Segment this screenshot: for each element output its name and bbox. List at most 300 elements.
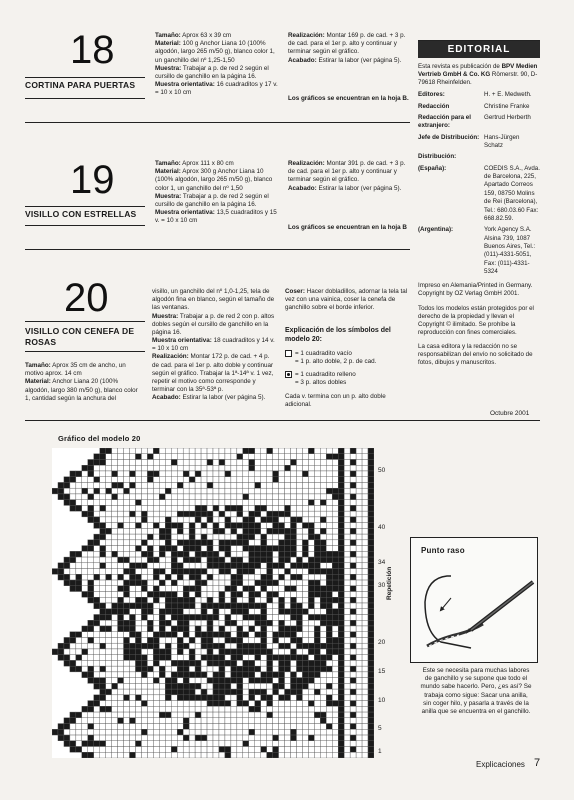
chart-cell bbox=[219, 672, 225, 678]
chart-cell bbox=[261, 735, 267, 741]
chart-cell bbox=[147, 683, 153, 689]
chart-cell bbox=[243, 477, 249, 483]
chart-cell bbox=[219, 626, 225, 632]
chart-cell bbox=[112, 500, 118, 506]
chart-cell bbox=[249, 448, 255, 454]
chart-cell bbox=[106, 724, 112, 730]
chart-cell bbox=[279, 718, 285, 724]
chart-cell bbox=[285, 747, 291, 753]
chart-cell bbox=[189, 511, 195, 517]
paragraph-text: Aprox 35 cm de ancho, un motivo aprox. 14 cm bbox=[25, 362, 126, 378]
chart-cell bbox=[213, 752, 219, 758]
chart-cell bbox=[267, 459, 273, 465]
chart-cell bbox=[219, 724, 225, 730]
chart-cell bbox=[183, 741, 189, 747]
chart-cell bbox=[201, 528, 207, 534]
chart-cell bbox=[350, 511, 356, 517]
chart-cell bbox=[189, 695, 195, 701]
chart-cell bbox=[195, 724, 201, 730]
paragraph bbox=[155, 209, 279, 225]
chart-cell bbox=[159, 701, 165, 707]
chart-cell bbox=[100, 666, 106, 672]
chart-cell bbox=[231, 500, 237, 506]
chart-cell bbox=[362, 580, 368, 586]
chart-cell bbox=[201, 689, 207, 695]
chart-cell bbox=[368, 655, 374, 661]
chart-cell bbox=[195, 689, 201, 695]
chart-cell bbox=[285, 500, 291, 506]
chart-cell bbox=[237, 523, 243, 529]
chart-cell bbox=[368, 712, 374, 718]
chart-cell bbox=[165, 729, 171, 735]
chart-cell bbox=[302, 609, 308, 615]
chart-cell bbox=[165, 724, 171, 730]
chart-cell bbox=[332, 747, 338, 753]
chart-cell bbox=[302, 689, 308, 695]
chart-cell bbox=[64, 574, 70, 580]
chart-cell bbox=[267, 551, 273, 557]
chart-cell bbox=[165, 632, 171, 638]
chart-row-label: 40 bbox=[378, 524, 386, 532]
chart-cell bbox=[326, 540, 332, 546]
chart-cell bbox=[130, 534, 136, 540]
chart-cell bbox=[195, 586, 201, 592]
chart-cell bbox=[135, 580, 141, 586]
chart-cell bbox=[183, 580, 189, 586]
chart-cell bbox=[273, 517, 279, 523]
paragraph-label: Acabado: bbox=[288, 56, 317, 64]
chart-cell bbox=[147, 597, 153, 603]
chart-cell bbox=[237, 752, 243, 758]
chart-cell bbox=[183, 477, 189, 483]
chart-cell bbox=[147, 672, 153, 678]
chart-cell bbox=[195, 655, 201, 661]
chart-cell bbox=[279, 551, 285, 557]
chart-cell bbox=[124, 523, 130, 529]
chart-cell bbox=[243, 735, 249, 741]
chart-cell bbox=[100, 488, 106, 494]
chart-cell bbox=[326, 649, 332, 655]
chart-cell bbox=[147, 620, 153, 626]
chart-cell bbox=[249, 551, 255, 557]
chart-cell bbox=[100, 741, 106, 747]
chart-cell bbox=[302, 569, 308, 575]
chart-cell bbox=[171, 603, 177, 609]
chart-cell bbox=[100, 574, 106, 580]
section-18-title: CORTINA PARA PUERTAS bbox=[25, 80, 136, 90]
chart-cell bbox=[171, 482, 177, 488]
editorial-row-value: H. + E. Medweth. bbox=[484, 91, 532, 99]
chart-cell bbox=[338, 603, 344, 609]
chart-cell bbox=[219, 505, 225, 511]
chart-cell bbox=[368, 482, 374, 488]
chart-cell bbox=[58, 563, 64, 569]
chart-cell bbox=[350, 488, 356, 494]
chart-cell bbox=[285, 471, 291, 477]
chart-cell bbox=[368, 695, 374, 701]
chart-cell bbox=[332, 557, 338, 563]
chart-cell bbox=[130, 580, 136, 586]
chart-cell bbox=[279, 683, 285, 689]
chart-cell bbox=[320, 569, 326, 575]
chart-cell bbox=[183, 729, 189, 735]
chart-cell bbox=[183, 574, 189, 580]
chart-cell bbox=[219, 534, 225, 540]
chart-cell bbox=[159, 546, 165, 552]
chart-cell bbox=[237, 459, 243, 465]
chart-cell bbox=[112, 454, 118, 460]
chart-cell bbox=[82, 488, 88, 494]
chart-cell bbox=[159, 465, 165, 471]
chart-cell bbox=[153, 528, 159, 534]
chart-cell bbox=[219, 678, 225, 684]
chart-cell bbox=[88, 632, 94, 638]
chart-cell bbox=[326, 660, 332, 666]
chart-cell bbox=[243, 632, 249, 638]
chart-cell bbox=[135, 649, 141, 655]
chart-cell bbox=[308, 528, 314, 534]
chart-cell bbox=[261, 465, 267, 471]
chart-cell bbox=[314, 643, 320, 649]
chart-cell bbox=[291, 626, 297, 632]
chart-cell bbox=[243, 540, 249, 546]
chart-cell bbox=[153, 729, 159, 735]
chart-cell bbox=[82, 626, 88, 632]
chart-cell bbox=[171, 546, 177, 552]
chart-cell bbox=[100, 517, 106, 523]
chart-cell bbox=[332, 637, 338, 643]
chart-cell bbox=[320, 735, 326, 741]
chart-cell bbox=[243, 603, 249, 609]
chart-cell bbox=[135, 454, 141, 460]
chart-cell bbox=[261, 517, 267, 523]
chart-cell bbox=[243, 741, 249, 747]
chart-cell bbox=[338, 614, 344, 620]
chart-cell bbox=[100, 540, 106, 546]
chart-cell bbox=[362, 672, 368, 678]
paragraph bbox=[288, 185, 412, 193]
chart-cell bbox=[249, 724, 255, 730]
chart-cell bbox=[124, 660, 130, 666]
chart-cell bbox=[106, 643, 112, 649]
chart-cell bbox=[106, 718, 112, 724]
chart-cell bbox=[153, 741, 159, 747]
chart-cell bbox=[201, 580, 207, 586]
chart-cell bbox=[231, 557, 237, 563]
chart-cell bbox=[189, 718, 195, 724]
chart-cell bbox=[171, 551, 177, 557]
chart-cell bbox=[135, 689, 141, 695]
chart-cell bbox=[82, 551, 88, 557]
chart-cell bbox=[296, 494, 302, 500]
chart-row-label: 50 bbox=[378, 466, 386, 474]
chart-cell bbox=[177, 672, 183, 678]
chart-cell bbox=[118, 592, 124, 598]
chart-cell bbox=[153, 718, 159, 724]
chart-cell bbox=[195, 632, 201, 638]
chart-cell bbox=[159, 563, 165, 569]
chart-cell bbox=[267, 632, 273, 638]
chart-cell bbox=[302, 574, 308, 580]
chart-cell bbox=[308, 580, 314, 586]
chart-cell bbox=[177, 465, 183, 471]
chart-cell bbox=[70, 482, 76, 488]
chart-cell bbox=[338, 569, 344, 575]
chart-cell bbox=[291, 569, 297, 575]
chart-cell bbox=[255, 724, 261, 730]
chart-cell bbox=[356, 603, 362, 609]
chart-cell bbox=[243, 511, 249, 517]
chart-cell bbox=[183, 632, 189, 638]
chart-cell bbox=[106, 695, 112, 701]
chart-cell bbox=[124, 574, 130, 580]
chart-cell bbox=[338, 592, 344, 598]
chart-cell bbox=[118, 672, 124, 678]
chart-cell bbox=[267, 465, 273, 471]
chart-cell bbox=[141, 637, 147, 643]
chart-cell bbox=[213, 580, 219, 586]
chart-cell bbox=[285, 592, 291, 598]
chart-cell bbox=[261, 752, 267, 758]
chart-cell bbox=[141, 712, 147, 718]
chart-cell bbox=[267, 505, 273, 511]
chart-cell bbox=[213, 637, 219, 643]
chart-cell bbox=[100, 655, 106, 661]
chart-cell bbox=[219, 735, 225, 741]
chart-cell bbox=[314, 517, 320, 523]
chart-cell bbox=[302, 660, 308, 666]
chart-cell bbox=[314, 695, 320, 701]
chart-cell bbox=[285, 683, 291, 689]
chart-cell bbox=[171, 620, 177, 626]
chart-cell bbox=[94, 574, 100, 580]
chart-cell bbox=[338, 563, 344, 569]
chart-cell bbox=[70, 712, 76, 718]
chart-cell bbox=[124, 569, 130, 575]
chart-cell bbox=[261, 637, 267, 643]
chart-cell bbox=[320, 701, 326, 707]
chart-cell bbox=[362, 505, 368, 511]
chart-cell bbox=[189, 534, 195, 540]
chart-cell bbox=[100, 563, 106, 569]
chart-cell bbox=[320, 482, 326, 488]
chart-cell bbox=[368, 637, 374, 643]
chart-cell bbox=[261, 511, 267, 517]
chart-cell bbox=[153, 494, 159, 500]
chart-cell bbox=[285, 614, 291, 620]
chart-cell bbox=[320, 614, 326, 620]
chart-cell bbox=[368, 735, 374, 741]
chart-cell bbox=[344, 655, 350, 661]
chart-cell bbox=[273, 672, 279, 678]
chart-cell bbox=[153, 689, 159, 695]
chart-cell bbox=[177, 626, 183, 632]
chart-cell bbox=[183, 672, 189, 678]
chart-cell bbox=[135, 563, 141, 569]
chart-cell bbox=[195, 448, 201, 454]
chart-cell bbox=[213, 741, 219, 747]
chart-cell bbox=[64, 569, 70, 575]
chart-cell bbox=[267, 689, 273, 695]
chart-cell bbox=[94, 551, 100, 557]
chart-cell bbox=[356, 609, 362, 615]
chart-cell bbox=[118, 482, 124, 488]
chart-cell bbox=[261, 459, 267, 465]
chart-cell bbox=[159, 534, 165, 540]
paragraph-label: Tamaño: bbox=[155, 160, 181, 167]
chart-cell bbox=[368, 465, 374, 471]
chart-cell bbox=[344, 574, 350, 580]
chart-cell bbox=[153, 752, 159, 758]
chart-cell bbox=[88, 563, 94, 569]
chart-cell bbox=[285, 551, 291, 557]
chart-cell bbox=[171, 655, 177, 661]
chart-cell bbox=[362, 586, 368, 592]
chart-cell bbox=[308, 569, 314, 575]
chart-cell bbox=[118, 649, 124, 655]
chart-cell bbox=[213, 689, 219, 695]
chart-cell bbox=[130, 488, 136, 494]
chart-cell bbox=[130, 672, 136, 678]
chart-cell bbox=[118, 752, 124, 758]
chart-cell bbox=[106, 655, 112, 661]
chart-cell bbox=[261, 592, 267, 598]
chart-cell bbox=[273, 626, 279, 632]
chart-cell bbox=[177, 735, 183, 741]
chart-cell bbox=[362, 459, 368, 465]
chart-cell bbox=[177, 752, 183, 758]
chart-cell bbox=[338, 551, 344, 557]
chart-cell bbox=[308, 729, 314, 735]
chart-row-label: 1 bbox=[378, 748, 382, 756]
chart-cell bbox=[273, 655, 279, 661]
chart-cell bbox=[76, 643, 82, 649]
chart-cell bbox=[279, 459, 285, 465]
chart-cell bbox=[207, 494, 213, 500]
chart-cell bbox=[118, 477, 124, 483]
chart-cell bbox=[368, 626, 374, 632]
chart-cell bbox=[94, 666, 100, 672]
chart-cell bbox=[70, 471, 76, 477]
chart-cell bbox=[296, 637, 302, 643]
chart-cell bbox=[189, 649, 195, 655]
chart-cell bbox=[308, 603, 314, 609]
chart-cell bbox=[219, 747, 225, 753]
chart-cell bbox=[70, 637, 76, 643]
chart-cell bbox=[189, 459, 195, 465]
chart-cell bbox=[308, 494, 314, 500]
chart-cell bbox=[106, 735, 112, 741]
chart-cell bbox=[189, 678, 195, 684]
chart-cell bbox=[368, 701, 374, 707]
chart-cell bbox=[225, 511, 231, 517]
chart-cell bbox=[189, 454, 195, 460]
chart-cell bbox=[183, 724, 189, 730]
paragraph-text: Estirar la labor (ver página 5). bbox=[316, 56, 402, 64]
chart-cell bbox=[338, 534, 344, 540]
chart-cell bbox=[314, 546, 320, 552]
chart-cell bbox=[141, 643, 147, 649]
chart-cell bbox=[112, 637, 118, 643]
chart-cell bbox=[201, 695, 207, 701]
chart-cell bbox=[112, 528, 118, 534]
chart-cell bbox=[94, 465, 100, 471]
chart-cell bbox=[255, 592, 261, 598]
chart-cell bbox=[147, 729, 153, 735]
chart-cell bbox=[52, 729, 58, 735]
chart-cell bbox=[100, 626, 106, 632]
chart-cell bbox=[267, 528, 273, 534]
chart-cell bbox=[141, 448, 147, 454]
chart-cell bbox=[219, 580, 225, 586]
chart-cell bbox=[183, 557, 189, 563]
chart-cell bbox=[368, 620, 374, 626]
chart-cell bbox=[135, 672, 141, 678]
chart-cell bbox=[273, 678, 279, 684]
chart-cell bbox=[273, 580, 279, 586]
chart-cell bbox=[118, 626, 124, 632]
chart-cell bbox=[225, 637, 231, 643]
editorial-row-value: Christine Franke bbox=[484, 102, 530, 110]
chart-cell bbox=[296, 678, 302, 684]
editorial-disclaimer: La casa editora y la redacción no se responsabilizan del envío no solicitado de fotos, dibujos y manuscritos. bbox=[418, 342, 533, 366]
chart-cell bbox=[338, 672, 344, 678]
chart-cell bbox=[350, 569, 356, 575]
chart-cell bbox=[350, 448, 356, 454]
chart-cell bbox=[159, 655, 165, 661]
chart-cell bbox=[261, 523, 267, 529]
chart-cell bbox=[273, 660, 279, 666]
chart-cell bbox=[141, 523, 147, 529]
chart-cell bbox=[76, 660, 82, 666]
chart-cell bbox=[130, 563, 136, 569]
chart-cell bbox=[189, 551, 195, 557]
chart-cell bbox=[201, 517, 207, 523]
chart-cell bbox=[94, 614, 100, 620]
chart-cell bbox=[261, 643, 267, 649]
chart-cell bbox=[326, 637, 332, 643]
chart-cell bbox=[332, 528, 338, 534]
chart-cell bbox=[100, 569, 106, 575]
chart-cell bbox=[82, 660, 88, 666]
paragraph-label: Material: bbox=[25, 378, 51, 386]
chart-cell bbox=[159, 609, 165, 615]
chart-cell bbox=[130, 747, 136, 753]
chart-cell bbox=[100, 603, 106, 609]
chart-cell bbox=[314, 528, 320, 534]
editorial-row-label: Distribución: bbox=[418, 153, 457, 161]
chart-cell bbox=[70, 666, 76, 672]
chart-cell bbox=[243, 655, 249, 661]
chart-cell bbox=[183, 609, 189, 615]
chart-cell bbox=[177, 643, 183, 649]
chart-cell bbox=[356, 540, 362, 546]
chart-cell bbox=[308, 511, 314, 517]
chart-cell bbox=[291, 500, 297, 506]
chart-cell bbox=[219, 689, 225, 695]
chart-cell bbox=[112, 597, 118, 603]
chart-cell bbox=[350, 586, 356, 592]
chart-cell bbox=[70, 724, 76, 730]
chart-cell bbox=[255, 482, 261, 488]
chart-cell bbox=[177, 580, 183, 586]
chart-cell bbox=[64, 500, 70, 506]
chart-cell bbox=[189, 500, 195, 506]
chart-cell bbox=[267, 592, 273, 598]
chart-cell bbox=[213, 471, 219, 477]
chart-cell bbox=[249, 706, 255, 712]
chart-cell bbox=[291, 603, 297, 609]
